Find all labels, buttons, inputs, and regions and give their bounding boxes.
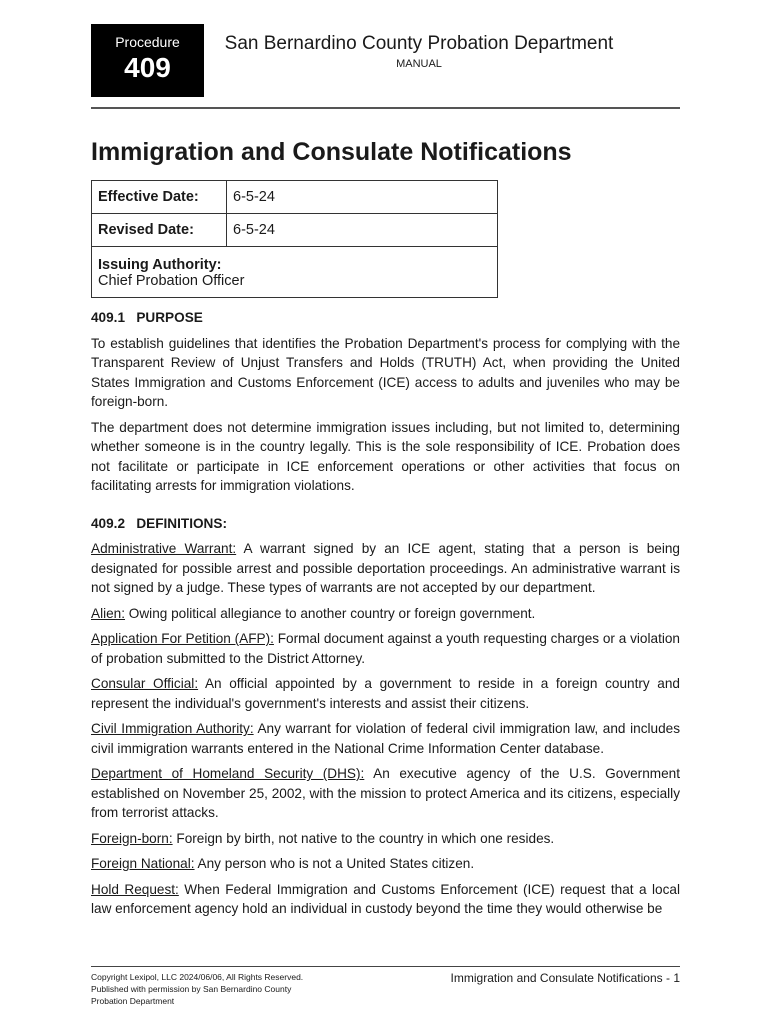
definition-term: Administrative Warrant: — [91, 541, 237, 556]
procedure-label: Procedure — [115, 34, 180, 50]
definition-item — [91, 880, 680, 919]
effective-date-row — [92, 181, 498, 214]
procedure-badge — [91, 24, 204, 97]
definition-item — [91, 854, 680, 874]
purpose-paragraph-1: To establish guidelines that identifies the Probation Department's process for complying with the Transparent Review of Unjust Transfers and Holds (TRUTH) Act, when providing the United States Immigration and Customs Enforcement (ICE) access to adults and juveniles who may be foreign-born. — [91, 335, 680, 409]
footer-copyright — [91, 971, 303, 1007]
definition-text: Formal document against a youth requesting charges or a violation of probation submitted to the District Attorney. — [91, 631, 680, 666]
definition-term: Consular Official: — [91, 676, 199, 691]
definition-term: Alien: — [91, 605, 126, 621]
metadata-table — [91, 180, 498, 298]
footer-copyright-line-3: Probation Department — [91, 996, 175, 1006]
definition-text: A warrant signed by an ICE agent, stating that a person is being designated for possible arrest and possible deportation proceedings. An administrative warrant is not signed by a judge. These types of warrants are not accepted by our department. — [91, 541, 680, 595]
definition-item — [91, 604, 680, 624]
definition-term: Department of Homeland Security (DHS): — [91, 766, 365, 781]
definition-item — [91, 674, 680, 713]
definition-item — [91, 719, 680, 758]
footer-page-label: Immigration and Consulate Notifications - 1 — [450, 971, 680, 985]
issuing-authority-row — [92, 247, 498, 298]
manual-label: MANUAL — [396, 58, 442, 70]
footer-copyright-line-1: Copyright Lexipol, LLC 2024/06/06, All Rights Reserved. — [91, 972, 304, 982]
department-name: San Bernardino County Probation Department — [224, 33, 614, 54]
header-divider — [91, 107, 680, 109]
definition-text: Foreign by birth, not native to the country in which one resides. — [172, 830, 555, 846]
procedure-number: 409 — [124, 52, 171, 83]
definitions-heading: 409.2 DEFINITIONS: — [91, 515, 227, 531]
definition-term: Foreign National: — [91, 856, 195, 871]
definition-text: When Federal Immigration and Customs Enforcement (ICE) request that a local law enforcement agency hold an individual in custody beyond the time they would otherwise be — [91, 881, 680, 916]
definition-text: An official appointed by a government to reside in a foreign country and represent the individual's government's interests and assist their citizens. — [91, 676, 680, 711]
definition-term: Application For Petition (AFP): — [91, 631, 274, 646]
page-title: Immigration and Consulate Notifications — [91, 138, 572, 166]
revised-date-row — [92, 214, 498, 247]
issuing-authority-value: Chief Probation Officer — [98, 273, 245, 289]
definition-term: Foreign-born: — [91, 830, 173, 846]
definition-text: Owing political allegiance to another country or foreign government. — [125, 605, 536, 621]
definition-text: An executive agency of the U.S. Government established on November 25, 2002, with the mission to protect America and its citizens, especially from terrorist attacks. — [91, 766, 680, 820]
effective-date-value: 6-5-24 — [227, 181, 498, 214]
definition-item — [91, 764, 680, 823]
issuing-authority-label: Issuing Authority: — [98, 257, 222, 273]
definition-term: Hold Request: — [91, 881, 179, 897]
definition-term: Civil Immigration Authority: — [91, 721, 254, 736]
definition-text: Any person who is not a United States citizen. — [194, 856, 475, 871]
document-body — [91, 308, 680, 925]
purpose-paragraph-2: The department does not determine immigration issues including, but not limited to, determining whether someone is in the country legally. This is the sole responsibility of ICE. Probation does not facilitate or participate in ICE enforcement operations or other activities that focus on facilitating arrests for immigration violations. — [91, 419, 680, 493]
definition-text: Any warrant for violation of federal civil immigration law, and includes civil immigration warrants entered in the National Crime Information Center database. — [91, 721, 680, 756]
definition-item — [91, 539, 680, 598]
definition-item — [91, 829, 680, 849]
effective-date-label: Effective Date: — [92, 181, 227, 214]
revised-date-label: Revised Date: — [92, 214, 227, 247]
definition-item — [91, 629, 680, 668]
footer-copyright-line-2: Published with permission by San Bernardino County — [91, 984, 292, 994]
issuing-authority-cell — [92, 247, 498, 298]
revised-date-value: 6-5-24 — [227, 214, 498, 247]
purpose-heading: 409.1 PURPOSE — [91, 310, 203, 325]
footer-divider — [91, 966, 680, 967]
